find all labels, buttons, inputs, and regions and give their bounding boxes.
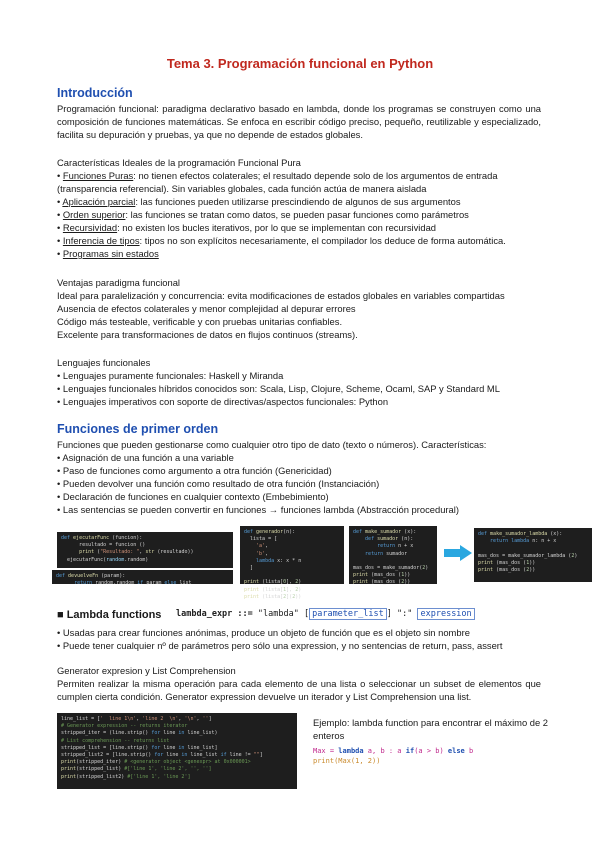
lambda-item-2: • Puede tener cualquier nº de parámetros pero sólo una expression, y no sentencias de return, pass, assert xyxy=(57,640,503,651)
lambda-grammar: lambda_expr ::= "lambda" [ parameter_list ] ":" expression xyxy=(176,609,475,619)
code-image-sumador: def make_sumador (x): def sumador (n): return n + x return sumador mas_dos = make_sumador(2) print (mas_dos (1)) print (mas_dos (2)) xyxy=(349,526,437,584)
heading-introduccion: Introducción xyxy=(57,86,133,100)
heading-funciones-primer-orden: Funciones de primer orden xyxy=(57,422,219,436)
ventaja-3: Código más testeable, verificable y con pruebas unitarias confiables. xyxy=(57,316,343,327)
fpo-item-5: • Las sentencias se pueden convertir en funciones → funciones lambda (Abstracción procedural) xyxy=(57,504,459,515)
fpo-item-2: • Paso de funciones como argumento a otra función (Genericidad) xyxy=(57,465,332,476)
fpo-item-4: • Declaración de funciones en cualquier contexto (Embebimiento) xyxy=(57,491,329,502)
fpo-item-3: • Pueden devolver una función como resultado de otra función (Instanciación) xyxy=(57,478,380,489)
char-item-3: • Orden superior: las funciones se tratan como datos, se pueden pasar funciones como parámetros xyxy=(57,209,469,220)
lambda-item-1: • Usadas para crear funciones anónimas, produce un objeto de función que es el objeto sin nombre xyxy=(57,627,470,638)
page-title: Tema 3. Programación funcional en Python xyxy=(166,56,434,71)
lenguaje-3: • Lenguajes imperativos con soporte de directivas/aspectos funcionales: Python xyxy=(57,396,389,407)
code-image-assign: def ejecutarFunc (funcion): resultado = funcion () print ("Resultado: ", str (resultado)) ejecutarFunc(random.random) xyxy=(57,532,233,568)
characteristics-title: Características Ideales de la programación Funcional Pura xyxy=(57,157,301,168)
code-image-comprehension: line_list = [' line 1\n', 'line 2 \n', '\n', ''] # Generator expression -- returns iterator stripped_iter = (line.strip() for line in line_list) # List comprehension -- returns list stripped_list = [line.strip() for line in line_list] stripped_list2 = [line.strip() for line in line_list if line != ""] print(stripped_iter) # <generator object <genexpr> at 0x000001> print(stripped_list) #['line 1', 'line 2', '', ''] print(stripped_list2) #['line 1', 'line 2'] xyxy=(57,713,297,789)
intro-paragraph: Programación funcional: paradigma declarativo basado en lambda, donde los programas se construyen como una composición de funciones matemáticas. Se enfoca en escribir código preciso, pequeño, reutilizable y especializado, facilita su depuración y pruebas, ya que no depende de estados globales. xyxy=(57,103,541,140)
heading-lambda-functions: ■ Lambda functions xyxy=(57,609,162,621)
fpo-intro: Funciones que pueden gestionarse como cualquier otro tipo de dato (texto o números). Características: xyxy=(57,439,487,450)
fpo-item-1: • Asignación de una función a una variable xyxy=(57,452,234,463)
lenguaje-1: • Lenguajes puramente funcionales: Haskell y Miranda xyxy=(57,370,284,381)
arrow-right-icon xyxy=(444,545,472,561)
char-item-1-cont: (transparencia referencial). Sin variables globales, cada función actúa de manera aislada xyxy=(57,183,427,194)
generator-paragraph: Permiten realizar la misma operación para cada elemento de una lista o seleccionar un subset de elementos que cumplen cierta condición. Generator expression devuelve un iterador y List Comprehension una list. xyxy=(57,678,541,702)
ventaja-2: Ausencia de efectos colaterales y menor complejidad al depurar errores xyxy=(57,303,356,314)
char-item-6: • Programas sin estados xyxy=(57,248,159,259)
ventaja-4: Excelente para transformaciones de datos en flujos continuos (streams). xyxy=(57,329,358,340)
ventaja-1: Ideal para paralelización y concurrencia: evita modificaciones de estados globales en variables compartidas xyxy=(57,290,505,301)
char-item-2: • Aplicación parcial: las funciones pueden utilizarse prescindiendo de algunos de sus argumentos xyxy=(57,196,461,207)
lenguajes-title: Lenguajes funcionales xyxy=(57,357,151,368)
lenguaje-2: • Lenguajes funcionales híbridos conocidos son: Scala, Lisp, Clojure, Scheme, Ocaml, SAP y Standard ML xyxy=(57,383,500,394)
code-image-sumador-lambda: def make_sumador_lambda (x): return lambda n: n + x mas_dos = make_sumador_lambda (2) print (mas_dos (1)) print (mas_dos (2)) xyxy=(474,528,592,582)
char-item-1: • Funciones Puras: no tienen efectos colaterales; el resultado depende solo de los argumentos de entrada xyxy=(57,170,498,181)
char-item-4: • Recursividad: no existen los bucles iterativos, por lo que se implementan con recursividad xyxy=(57,222,437,233)
code-image-devuelve: def devuelveFn (param): return random.random if param else list xyxy=(52,570,233,584)
ventajas-title: Ventajas paradigma funcional xyxy=(57,277,181,288)
code-image-generator: def generador(n): lista = [ 'a', 'b', lambda x: x * n ] print (lista[0], 2) print (lista[1], 2) print (lista[2](2)) xyxy=(240,526,344,584)
example-label: Ejemplo: lambda function para encontrar el máximo de 2 enteros xyxy=(313,717,549,741)
char-item-5: • Inferencia de tipos: tipos no son explícitos necesariamente, el compilador los deduce de forma automática. xyxy=(57,235,506,246)
generator-title: Generator expresion y List Comprehension xyxy=(57,665,236,676)
example-code: Max = lambda a, b : a if(a > b) else b print(Max(1, 2)) xyxy=(313,747,474,765)
